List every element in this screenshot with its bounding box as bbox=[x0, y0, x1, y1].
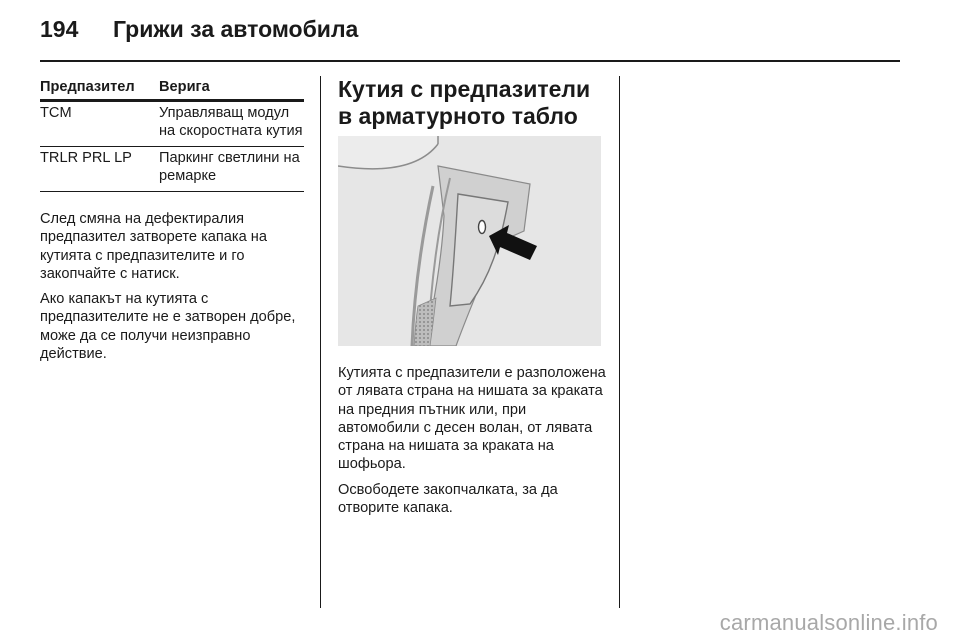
section-heading: Кутия с предпазители в арматурното табло bbox=[338, 76, 591, 129]
fuse-cell: TRLR PRL LP bbox=[40, 149, 132, 166]
page-number: 194 bbox=[40, 16, 79, 42]
fuse-table bbox=[40, 78, 304, 192]
fuse-cell: TCM bbox=[40, 104, 72, 121]
right-body-text bbox=[338, 364, 606, 524]
header-rule bbox=[40, 60, 900, 62]
column-header-circuit: Верига bbox=[159, 79, 210, 95]
table-row bbox=[40, 102, 304, 147]
column-header-fuse: Предпазител bbox=[40, 79, 135, 95]
paragraph: Ако капакът на кутията с предпазителите не е затворен добре, може да се получи неизправно действие. bbox=[40, 291, 296, 363]
column-divider bbox=[619, 76, 620, 608]
circuit-cell: Управляващ модул на скоростната кутия bbox=[159, 104, 303, 139]
paragraph: Освободете закопчалката, за да отворите капака. bbox=[338, 481, 558, 517]
table-row bbox=[40, 147, 304, 192]
circuit-cell: Паркинг светлини на ремарке bbox=[159, 149, 300, 184]
paragraph: Кутията с предпазители е разположена от лявата страна на нишата за краката на предния пътник или, при автомобили с десен волан, от лявата страна на нишата за краката на шофьора. bbox=[338, 365, 606, 473]
table-header bbox=[40, 78, 304, 102]
column-divider bbox=[320, 76, 321, 608]
watermark: carmanualsonline.info bbox=[719, 610, 938, 635]
left-body-text bbox=[40, 210, 306, 370]
running-title: Грижи за автомобила bbox=[113, 16, 359, 42]
fuse-box-illustration bbox=[338, 136, 601, 346]
paragraph: След смяна на дефектиралия предпазител затворете капака на кутията с предпазителите и го закопчайте с натиск. bbox=[40, 211, 267, 282]
